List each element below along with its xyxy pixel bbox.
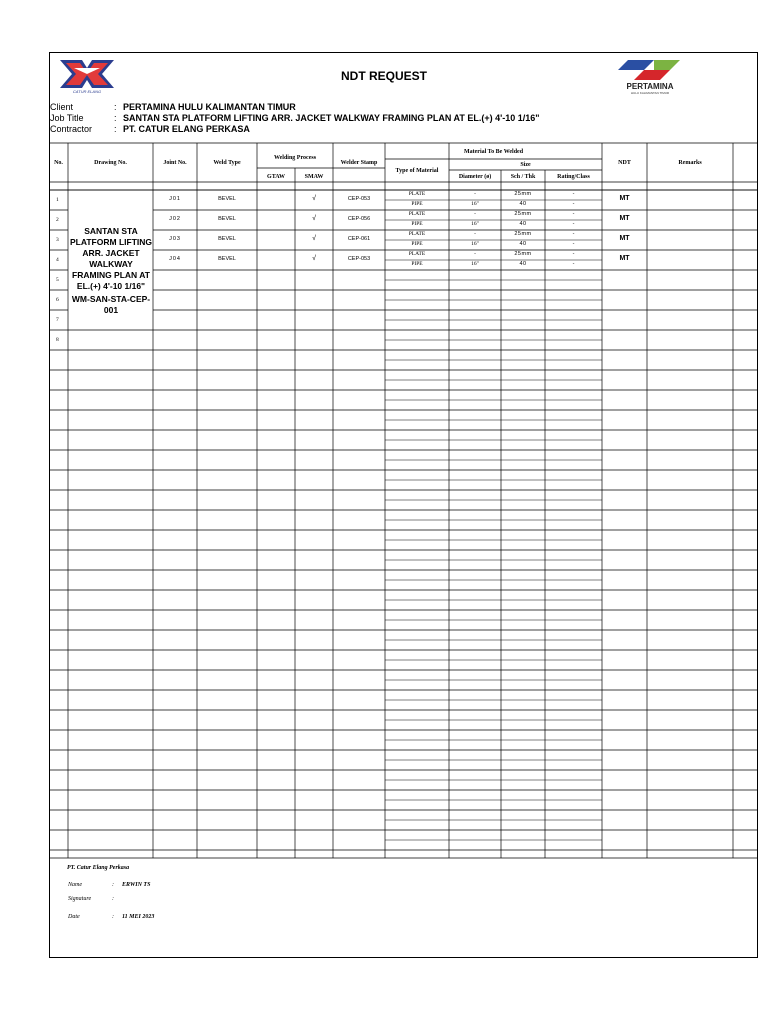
- material-rating: -: [572, 221, 575, 227]
- ndt-method: MT: [619, 235, 630, 242]
- material-type: PLATE: [408, 231, 426, 237]
- smaw-check: √: [312, 255, 316, 262]
- row-number: 7: [56, 317, 59, 323]
- material-sch-thk: 40: [519, 241, 527, 247]
- material-sch-thk: 25mm: [514, 191, 532, 197]
- job-title-colon: :: [114, 113, 117, 123]
- material-rating: -: [572, 201, 575, 207]
- material-rating: -: [572, 211, 575, 217]
- material-diameter: -: [474, 231, 476, 237]
- footer-name-label: Name: [68, 882, 82, 888]
- client-value: PERTAMINA HULU KALIMANTAN TIMUR: [123, 102, 296, 112]
- material-diameter: -: [474, 251, 476, 257]
- header-remarks: Remarks: [678, 160, 702, 166]
- contractor-value: PT. CATUR ELANG PERKASA: [123, 124, 250, 134]
- material-sch-thk: 40: [519, 221, 527, 227]
- row-number: 1: [56, 197, 59, 203]
- header-sch-thk: Sch / Thk: [510, 174, 536, 180]
- svg-text:PERTAMINA: PERTAMINA: [626, 82, 674, 91]
- row-number: 4: [56, 257, 59, 263]
- material-diameter: -: [474, 211, 476, 217]
- header-drawing-no: Drawing No.: [94, 160, 127, 166]
- footer-company: PT. Catur Elang Perkasa: [67, 865, 130, 871]
- welder-stamp: CEP-053: [347, 196, 371, 202]
- header-joint-no: Joint No.: [163, 160, 187, 166]
- footer-signature-label: Signature: [68, 896, 92, 902]
- ndt-method: MT: [619, 255, 630, 262]
- contractor-label: Contractor: [50, 124, 93, 134]
- header-weld-type: Weld Type: [213, 160, 241, 166]
- weld-type: BEVEL: [218, 196, 236, 202]
- row-number: 6: [56, 297, 59, 303]
- footer-signature-colon: :: [112, 896, 114, 902]
- job-title-value: SANTAN STA PLATFORM LIFTING ARR. JACKET WALKWAY FRAMING PLAN AT EL.(+) 4'-10 1/16": [123, 113, 540, 123]
- smaw-check: √: [312, 195, 316, 202]
- material-type: PIPE: [411, 261, 423, 267]
- material-rating: -: [572, 241, 575, 247]
- material-diameter: -: [474, 191, 476, 197]
- material-diameter: 16": [471, 261, 479, 267]
- header-type-material: Type of Material: [395, 168, 439, 174]
- footer-date-label: Date: [68, 914, 80, 920]
- svg-text:CATUR ELANG: CATUR ELANG: [72, 89, 102, 94]
- row-number: 3: [56, 237, 59, 243]
- material-sch-thk: 40: [519, 201, 527, 207]
- header-welder-stamp: Welder Stamp: [340, 160, 378, 166]
- footer-name-value: ERWIN TS: [122, 882, 151, 888]
- job-title-label: Job Title: [50, 113, 84, 123]
- material-type: PIPE: [411, 241, 423, 247]
- header-ndt: NDT: [618, 160, 631, 166]
- material-diameter: 16": [471, 201, 479, 207]
- row-number: 2: [56, 217, 59, 223]
- client-colon: :: [114, 102, 117, 112]
- material-rating: -: [572, 261, 575, 267]
- material-type: PIPE: [411, 201, 423, 207]
- drawing-number: WM-SAN-STA-CEP-001: [71, 294, 151, 315]
- material-sch-thk: 25mm: [514, 211, 532, 217]
- weld-type: BEVEL: [218, 216, 236, 222]
- header-size: Size: [520, 162, 531, 168]
- ndt-method: MT: [619, 195, 630, 202]
- footer-date-colon: :: [112, 914, 114, 920]
- ndt-method: MT: [619, 215, 630, 222]
- smaw-check: √: [312, 215, 316, 222]
- header-gtaw: GTAW: [267, 174, 285, 180]
- page-title: NDT REQUEST: [340, 69, 427, 83]
- header-diameter: Diameter (ø): [458, 174, 492, 180]
- contractor-colon: :: [114, 124, 117, 134]
- material-sch-thk: 25mm: [514, 251, 532, 257]
- header-no: No.: [54, 160, 63, 166]
- material-rating: -: [572, 231, 575, 237]
- material-rating: -: [572, 191, 575, 197]
- material-sch-thk: 25mm: [514, 231, 532, 237]
- header-material: Material To Be Welded: [463, 149, 524, 155]
- joint-no: J01: [169, 196, 181, 202]
- joint-no: J03: [169, 236, 181, 242]
- svg-text:HULU KALIMANTAN TIMUR: HULU KALIMANTAN TIMUR: [630, 91, 670, 95]
- joint-no: J04: [169, 256, 181, 262]
- footer-date-value: 11 MEI 2023: [122, 914, 155, 920]
- header-smaw: SMAW: [304, 174, 324, 180]
- header-rating-class: Rating/Class: [557, 174, 590, 180]
- material-rating: -: [572, 251, 575, 257]
- material-type: PLATE: [408, 251, 426, 257]
- material-diameter: 16": [471, 241, 479, 247]
- row-number: 5: [56, 277, 59, 283]
- row-number: 8: [56, 337, 59, 343]
- material-sch-thk: 40: [519, 261, 527, 267]
- material-type: PLATE: [408, 211, 426, 217]
- drawing-title: SANTAN STA PLATFORM LIFTING ARR. JACKET WALKWAY FRAMING PLAN AT EL.(+) 4'-10 1/16": [70, 226, 152, 291]
- material-type: PIPE: [411, 221, 423, 227]
- client-label: Client: [50, 102, 74, 112]
- weld-type: BEVEL: [218, 236, 236, 242]
- welder-stamp: CEP-061: [347, 236, 371, 242]
- material-type: PLATE: [408, 191, 426, 197]
- welder-stamp: CEP-053: [347, 256, 371, 262]
- joint-no: J02: [169, 216, 181, 222]
- material-diameter: 16": [471, 221, 479, 227]
- welder-stamp: CEP-056: [347, 216, 371, 222]
- footer-name-colon: :: [112, 882, 114, 888]
- smaw-check: √: [312, 235, 316, 242]
- header-welding-process: Welding Process: [273, 155, 317, 161]
- weld-type: BEVEL: [218, 256, 236, 262]
